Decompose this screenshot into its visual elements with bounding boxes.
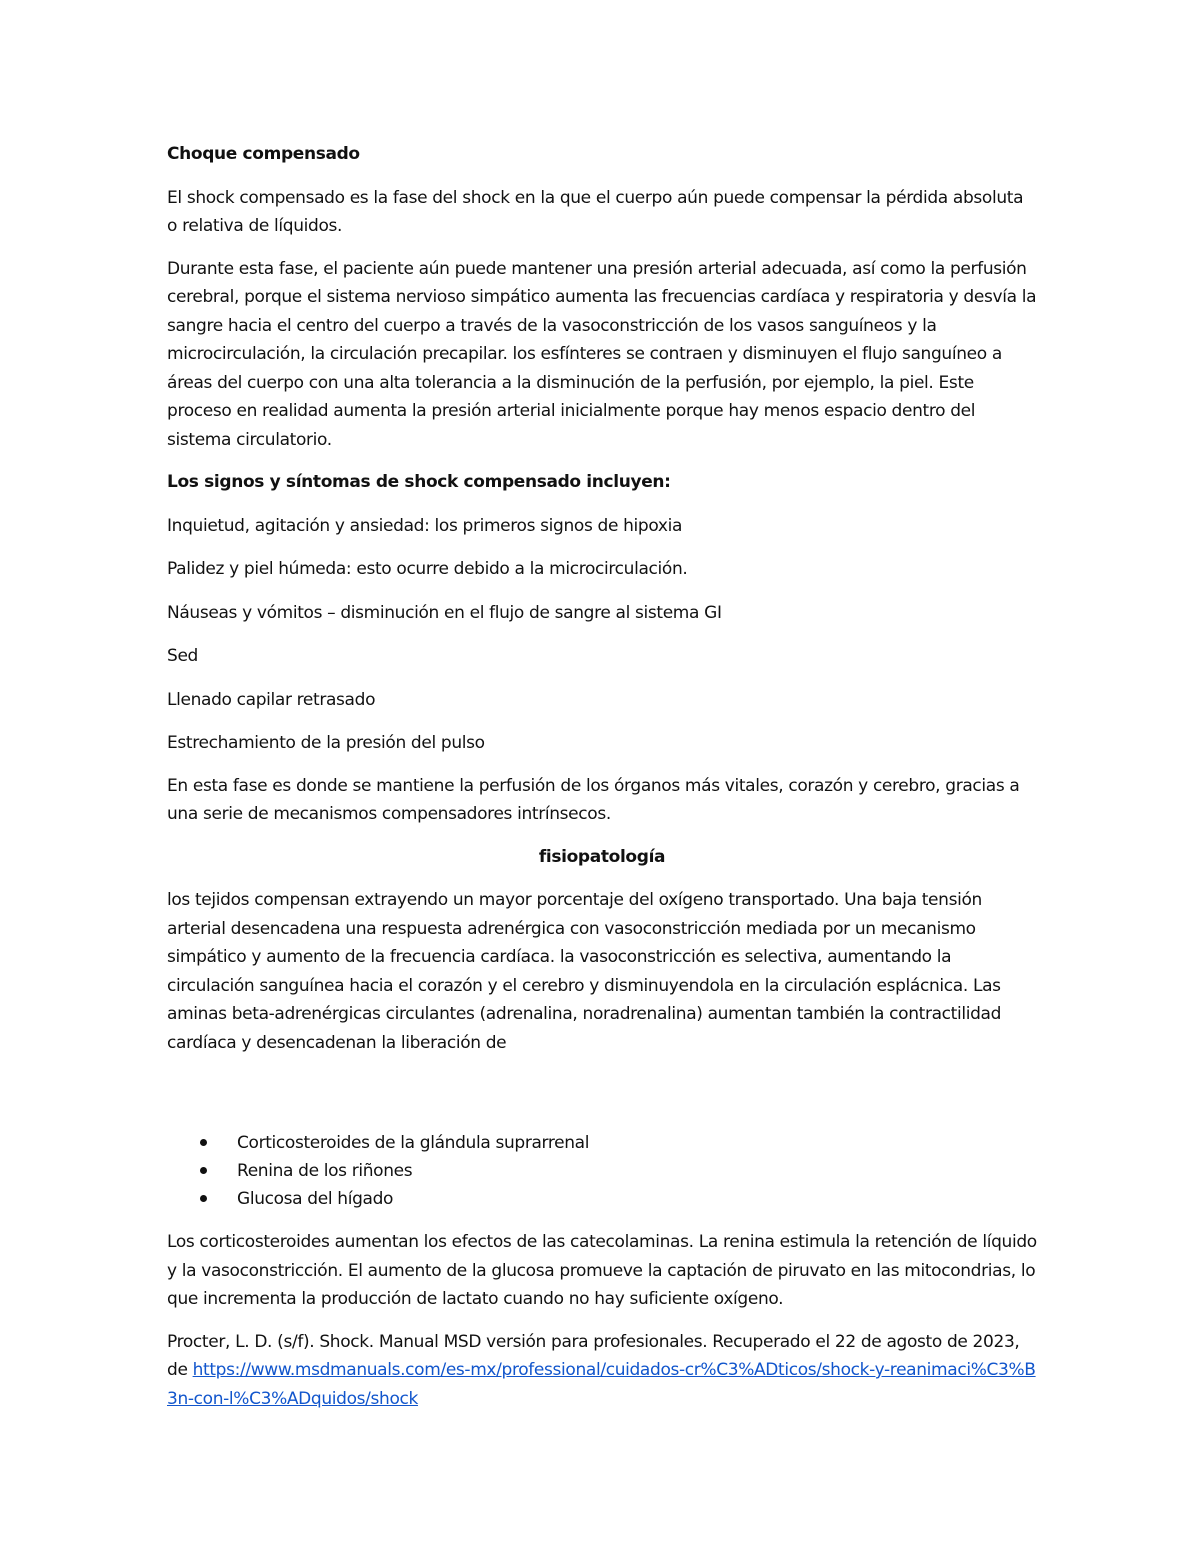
paragraph-pathophysiology: los tejidos compensan extrayendo un mayor porcentaje del oxígeno transportado. Una baja tensión arterial desencadena una respuesta adrenérgica con vasoconstricción mediada por un mecanismo simpático y aumento de la frecuencia cardíaca. la vasoconstricción es selectiva, aumentando la circulación sanguínea hacia el corazón y el cerebro y disminuyendola en la circulación esplácnica. Las aminas beta-adrenérgicas circulantes (adrenalina, noradrenalina) aumentan también la contractilidad cardíaca y desencadenan la liberación de [167, 890, 1002, 1053]
bullet-icon [200, 1167, 207, 1174]
paragraph-vital-organs: En esta fase es donde se mantiene la perfusión de los órganos más vitales, corazón y cerebro, gracias a una serie de mecanismos compensadores intrínsecos. [167, 775, 1020, 824]
reference-citation [167, 1328, 1037, 1414]
sign-item: Náuseas y vómitos – disminución en el flujo de sangre al sistema GI [167, 602, 722, 623]
reference-text: Procter, L. D. (s/f). Shock. Manual MSD versión para profesionales. Recuperado el 22 de agosto de 2023, de [167, 1331, 1020, 1380]
document-body [167, 140, 1037, 1413]
document-title: Choque compensado [167, 144, 360, 164]
sign-item: Inquietud, agitación y ansiedad: los primeros signos de hipoxia [167, 515, 683, 536]
bullet-item [167, 1129, 1037, 1157]
paragraph-effects: Los corticosteroides aumentan los efectos de las catecolaminas. La renina estimula la retención de líquido y la vasoconstricción. El aumento de la glucosa promueve la captación de piruvato en las mitocondrias, lo que incrementa la producción de lactato cuando no hay suficiente oxígeno. [167, 1232, 1037, 1309]
sign-item: Sed [167, 646, 198, 666]
intro-paragraph: El shock compensado es la fase del shock en la que el cuerpo aún puede compensar la pérdida absoluta o relativa de líquidos. [167, 187, 1024, 236]
bullet-icon [200, 1139, 207, 1146]
sign-item: Estrechamiento de la presión del pulso [167, 733, 485, 753]
bullet-item [167, 1157, 1037, 1185]
signs-heading: Los signos y síntomas de shock compensado incluyen: [167, 472, 671, 492]
bullet-text: Renina de los riñones [237, 1161, 413, 1181]
sign-item: Llenado capilar retrasado [167, 689, 376, 710]
section-heading-fisiopatologia: fisiopatología [538, 846, 666, 867]
bullet-text: Glucosa del hígado [237, 1189, 394, 1209]
bullet-list [167, 1129, 1037, 1213]
bullet-text: Corticosteroides de la glándula suprarrenal [237, 1133, 590, 1153]
sign-item: Palidez y piel húmeda: esto ocurre debido a la microcirculación. [167, 559, 688, 579]
reference-link[interactable]: https://www.msdmanuals.com/es-mx/professional/cuidados-cr%C3%ADticos/shock-y-reanimaci%C3%B3n-con-l%C3%ADquidos/shock [167, 1360, 1036, 1409]
bullet-icon [200, 1195, 207, 1202]
paragraph-description: Durante esta fase, el paciente aún puede mantener una presión arterial adecuada, así como la perfusión cerebral, porque el sistema nervioso simpático aumenta las frecuencias cardíaca y respiratoria y desvía la sangre hacia el centro del cuerpo a través de la vasoconstricción de los vasos sanguíneos y la microcirculación, la circulación precapilar. los esfínteres se contraen y disminuyen el flujo sanguíneo a áreas del cuerpo con una alta tolerancia a la disminución de la perfusión, por ejemplo, la piel. Este proceso en realidad aumenta la presión arterial inicialmente porque hay menos espacio dentro del sistema circulatorio. [167, 258, 1037, 450]
bullet-item [167, 1185, 1037, 1213]
